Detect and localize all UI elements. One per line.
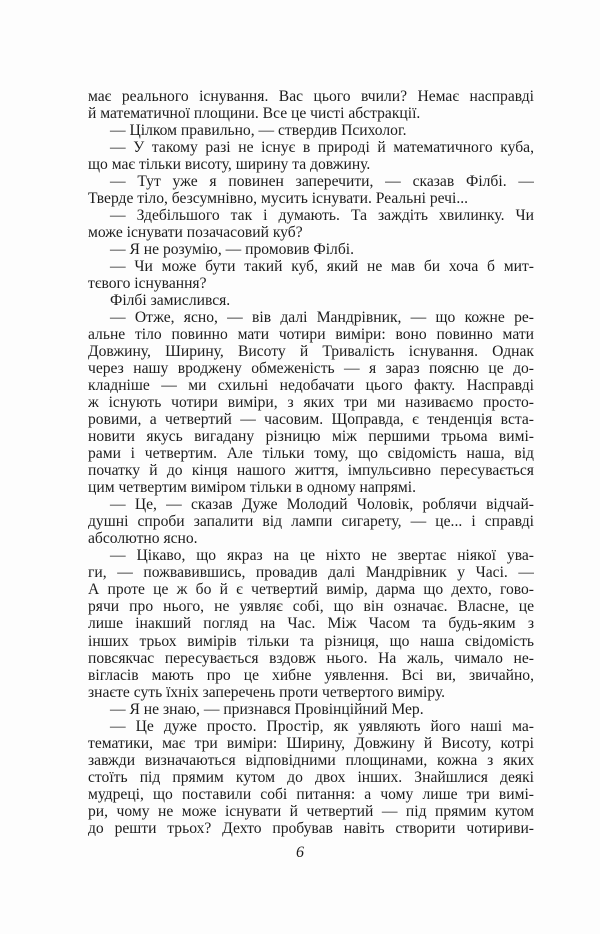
text-line: знаєте суть їхніх заперечень проти четвертого виміру. [88,683,446,701]
text-line: — У такому разі не існує в природі й математичного куба, [110,139,534,157]
text-line: — Цілком правильно, — ствердив Психолог. [110,122,407,140]
text-line: — Це, — сказав Дуже Молодий Чоловік, роблячи відчай- [110,496,534,514]
text-line: тематики, має три виміри: Ширину, Довжину й Висоту, котрі [88,734,534,752]
text-line: початку й до кінця нашого життя, імпульсивно пересувається [88,462,534,480]
text-line: — Здебільшого так і думають. Та заждіть хвилинку. Чи [110,207,534,225]
text-line: новити якусь вигадану різницю між першими трьома вимі- [88,428,534,446]
text-line: — Я не знаю, — признався Провінційний Мер. [110,700,424,718]
text-line: через нашу вроджену обмеженість — я зараз поясню це до- [88,360,534,378]
text-line: Тверде тіло, безсумнівно, мусить існувати. Реальні речі... [88,190,469,208]
text-line: має реального існування. Вас цього вчили? Немає насправді [88,88,534,105]
text-block [88,88,534,837]
text-line: стоїть під прямим кутом до двох інших. Знайшлися деякі [88,768,534,786]
text-line: Філбі замислився. [110,292,231,310]
text-line: тєвого існування? [88,275,207,293]
text-line: — Цікаво, що якраз на це ніхто не звертає ніякої ува- [110,547,534,565]
text-line: рами і четвертим. Але тільки тому, що свідомість наша, від [88,445,534,463]
text-line: ри, чому не може існувати й четвертий — під прямим кутом [88,802,534,820]
text-line: абсолютно ясно. [88,530,198,548]
text-line: — Я не розумію, — промовив Філбі. [110,241,354,259]
text-line: — Отже, ясно, — вів далі Мандрівник, — що кожне ре- [110,309,534,327]
text-line: ж існують чотири виміри, з яких три ми називаємо просто- [88,394,534,412]
text-line: — Чи може бути такий куб, який не мав би хоча б мит- [110,258,534,276]
text-line: цим четвертим виміром тільки в одному напрямі. [88,479,417,497]
text-line: інших трьох вимірів тільки та різниця, що наша свідомість [88,632,534,650]
text-line: альне тіло повинно мати чотири виміри: воно повинно мати [88,326,534,344]
text-line: — Тут уже я повинен заперечити, — сказав Філбі. — [110,173,534,191]
text-line: лише інакший погляд на Час. Між Часом та будь-яким з [88,615,534,633]
text-line: ги, — пожвавившись, провадив далі Мандрівник у Часі. — [88,564,534,582]
text-line: Довжину, Ширину, Висоту й Тривалість існування. Однак [88,343,534,361]
text-line: що має тільки висоту, ширину та довжину. [88,156,371,174]
page-number: 6 [296,844,304,861]
text-line: душні спроби запалити від лампи сигарету, — це... і справді [88,513,534,531]
text-line: й математичної площини. Все це чисті абстракції. [88,105,421,123]
text-line: кладніше — ми схильні недобачати цього факту. Насправді [88,377,534,395]
text-line: мудреці, що поставили собі питання: а чому лише три вимі- [88,785,534,803]
text-line: може існувати позачасовий куб? [88,224,303,242]
text-line: завжди визначаються відповідними площинами, кожна з яких [88,751,534,769]
text-line: — Це дуже просто. Простір, як уявляють його наші ма- [110,717,534,735]
text-line: повсякчас пересувається вздовж нього. На жаль, чимало не- [88,649,534,667]
text-line: рячи про нього, не уявляє собі, що він означає. Власне, це [88,598,534,616]
text-line: до решти трьох? Дехто пробував навіть створити чотириви- [88,819,534,837]
text-line: вігласів мають про це хибне уявлення. Всі ви, звичайно, [88,666,534,684]
text-line: А проте це ж бо й є четвертий вимір, дарма що дехто, гово- [88,581,534,599]
text-line: ровими, а четвертий — часовим. Щоправда, є тенденція вста- [88,411,534,429]
